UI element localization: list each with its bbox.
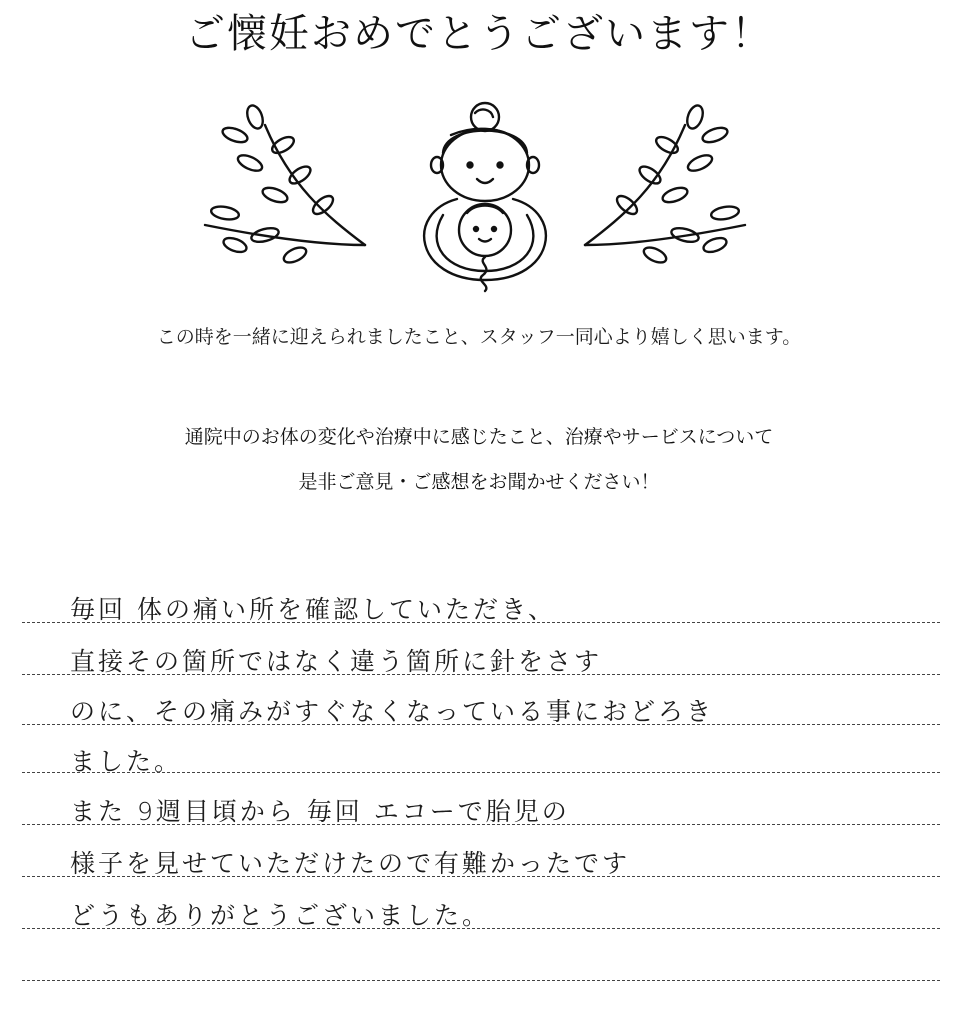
dashed-rule: [22, 674, 940, 675]
dashed-rule: [22, 928, 940, 929]
handwritten-line-2: 直接その箇所ではなく違う箇所に針をさす: [70, 647, 603, 676]
page-title: ご懐妊おめでとうございます！: [185, 11, 773, 57]
dashed-rule: [22, 980, 940, 981]
handwritten-line-5: また 9週目頃から 毎回 エコーで胎児の: [70, 797, 570, 826]
dashed-rule: [22, 876, 940, 877]
handwritten-line-6: 様子を見せていただけたので有難かったです: [70, 849, 631, 878]
dashed-rule: [22, 824, 940, 825]
handwritten-line-7: どうもありがとうございました。: [70, 901, 491, 930]
handwritten-line-4: ました。: [70, 747, 183, 776]
right-leaf-branch-icon: [585, 103, 745, 265]
dashed-rule: [22, 724, 940, 725]
feedback-prompt-line-2: 是非ご意見・ご感想をお聞かせください！: [298, 471, 660, 493]
comment-area: [0, 560, 958, 1000]
feedback-prompt-line-1: 通院中のお体の変化や治療中に感じたこと、治療やサービスについて: [184, 426, 774, 448]
handwritten-line-3: のに、その痛みがすぐなくなっている事におどろき: [70, 697, 715, 726]
dashed-rule: [22, 622, 940, 623]
mother-baby-illustration: [195, 95, 755, 295]
congratulation-message: この時を一緒に迎えられましたこと、スタッフ一同心より嬉しく思います。: [156, 326, 802, 348]
dashed-rule: [22, 772, 940, 773]
mother-holding-baby-icon: [424, 103, 546, 291]
left-leaf-branch-icon: [205, 103, 365, 265]
handwritten-line-1: 毎回 体の痛い所を確認していただき、: [70, 595, 556, 624]
